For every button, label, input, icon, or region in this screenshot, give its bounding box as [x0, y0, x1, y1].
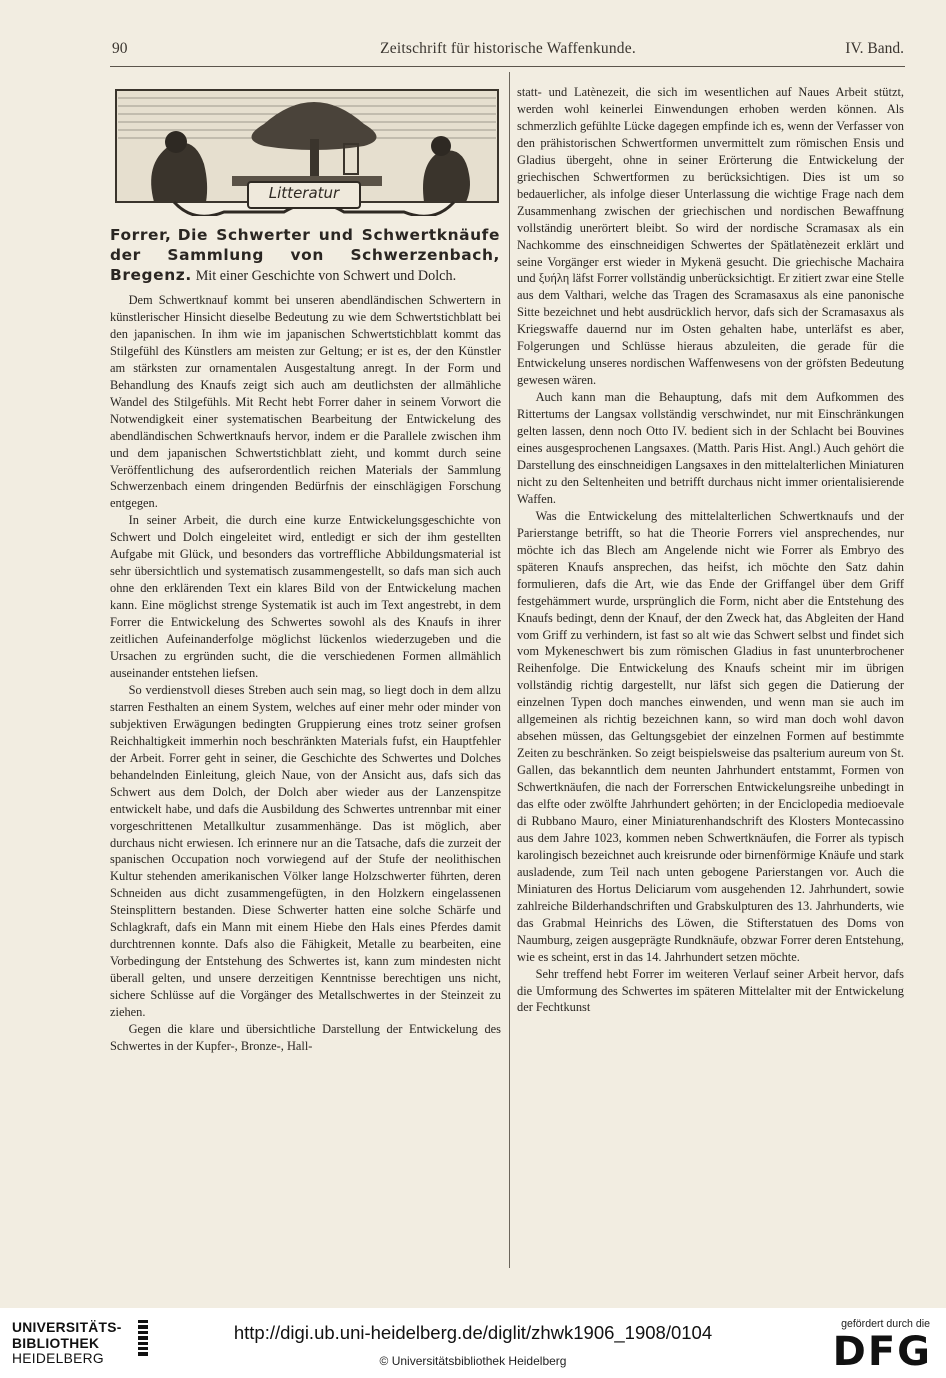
review-author: Forrer,	[110, 226, 172, 244]
paragraph: Was die Entwickelung des mittelalterlichen Schwertknaufs und der Parierstange betrifft, so hat die Theorie Forrers viel ansprechendes, nur möchte ich das Blech am Angelende nicht wie Forrer als Embryo des späteren Knaufs ansprechen, das heifst, ich möchte den Satz dahin formulieren, dafs die Art, wie das Ende der Griffangel über dem Griff festgehämmert wurde, ursprünglich die Form, nicht aber die Entstehung des Knaufs bedingt, denn der Knauf, der den Zweck hat, das Abgleiten der Hand vom Griff zu verhindern, ist fast so alt wie das Schwert selbst und findet sich vom Mykeneschwert bis zum römischen Gladius in fast ununterbrochener Reihenfolge. Die Entwickelung des Knaufs scheint mir im übrigen vollständig richtig dargestellt, nur läfst sich gegen die Datierung der einzelnen Typen doch manches einwenden, und wenn man sie auch im allgemeinen als richtig bezeichnen kann, so wird man doch wohl davon absehen müssen, das Geltungsgebiet der einzelnen Formen auf bestimmte Zeiten zu beschränken. So zeigt beispielsweise das psalterium aureum von St. Gallen, das bekanntlich dem neunten Jahrhundert entstammt, Formen von Schwertknäufen, die nach der Forrerschen Entwickelungsreihe unbedingt in das elfte oder zwölfte Jahrhundert gehörten; in der Enciclopedia medioevale di Rubbano Mauro, einer Miniaturenhandschrift des Klosters Montecassino aus dem Jahre 1023, kommen neben Schwertknäufen, die Forrer als typisch karolingisch bezeichnet auch kreisrunde oder birnenförmige Knäufe und stark ausladende, zum Teil nach unten gebogene Parierstangen vor. Auch die Miniaturen des Hortus Deliciarum vom ausgehenden 12. Jahrhundert, sowie zahlreiche Bilderhandschriften und Grabskulpturen des 13. Jahrhunderts, wie das Grabmal Heinrichs des Löwen, die Stifterstatuen des Doms von Naumburg, zeigen ausgeprägte Rundknäufe, obzwar Forrer deren Entstehung, wie es scheint, erst in das 14. Jahrhundert setzen möchte.	[517, 508, 904, 964]
funding-note: gefördert durch die	[841, 1318, 930, 1330]
copyright-notice: © Universitätsbibliothek Heidelberg	[379, 1354, 567, 1368]
paragraph: Gegen die klare und übersichtliche Darstellung der Entwickelung des Schwertes in der Kupfer-, Bronze-, Hall-	[110, 1021, 501, 1053]
header-rule	[110, 66, 905, 67]
paragraph: statt- und Latènezeit, die sich im wesentlichen auf Naues Arbeit stützt, werden wohl keinerlei Einwendungen erhoben werden können. Als schmerzlich gefühlte Lücke dagegen empfinde ich es, wenn der Verfasser von den prähistorischen Schwertformen unvermittelt zum römischen Ensis und Gladius übergeht, ohne in seiner Erörterung die Entwickelung der griechischen Schwertformen zu berücksichtigen. Dies ist um so bedauerlicher, als infolge dieser Unterlassung die wichtige Frage nach dem Zusammenhang zwischen der griechischen und nordischen Bewaffnung vollständig unerörtert bleibt. So wird der nordische Scramasax als ein Nachkomme des einschneidigen Schwertes der Spätlatènezeit erklärt und seine Vorgänger erst wieder in Mykenä gesucht. Die griechische Machaira und ξυήλη läfst Forrer vollständig unberücksichtigt. Er zitiert zwar eine Stelle aus dem Valthari, welche das Tragen des Scramasaxus als eine panonische Sitte bezeichnet und hebt ausdrücklich hervor, dafs sich der Scramasaxus als Kriegswaffe dauernd nur im Osten gehalten habe, unterläfst es aber, Folgerungen und Schlüsse hieraus abzuleiten, die gerade für die Entwickelung unseres nordischen Waffenwesens von der gröfsten Bedeutung gewesen wären.	[517, 85, 904, 388]
paragraph: So verdienstvoll dieses Streben auch sein mag, so liegt doch in dem allzu starren Festhalten an einem System, welches auf einer mehr oder minder von subjektiven Erwägungen bedingten Gruppierung eines trotz seiner grofsen Reichhaltigkeit immerhin noch beschränkten Materials fufst, ein Hauptfehler der Arbeit. Forrer geht in seiner, die Geschichte des Schwertes und Dolches behandelnden Einleitung, gleich Naue, von der Ansicht aus, dafs sich das Schwert aus dem Dolch, der Dolch aber wieder aus der Lanzenspitze entwickelt habe, und dafs die Ausbildung des Schwertes untrennbar mit einer vorgeschrittenen Metallkultur zusammenhänge. Das ist möglich, aber durchaus nicht erwiesen. Ich erinnere nur an die Tatsache, dafs die zurzeit der spanischen Occupation noch vorwiegend auf der Stufe der neolithischen Kultur stehenden amerikanischen Völker lange Holzschwerter führten, deren Schneiden aus dicht zusammengefügten, in den Holzkern eingelassenen Steinsplittern bestanden. Diese Schwerter hatten eine solche Schärfe und Schlagkraft, dafs ein Mann mit einem Hiebe den Hals eines Pferdes damit durchtrennen konnte. Dafs also die Fähigkeit, Metalle zu bearbeiten, eine Vorbedingung der Entstehung des Schwertes ist, kann zum mindesten nicht überall gelten, und unsere derzeitigen Kenntnisse berechtigen uns nicht, sichere Schlüsse auf die Vorgänger des Metallschwertes in der Steinzeit zu ziehen.	[110, 682, 501, 1020]
running-head	[112, 40, 904, 62]
library-line: BIBLIOTHEK	[12, 1335, 100, 1351]
right-column	[517, 84, 904, 1016]
vignette-label: Litteratur	[268, 184, 340, 202]
paragraph: Sehr treffend hebt Forrer im weiteren Verlauf seiner Arbeit hervor, dafs die Umformung des Schwertes im späteren Mittelalter mit der Entwickelung der Fechtkunst	[517, 966, 904, 1015]
paragraph: Dem Schwertknauf kommt bei unseren abendländischen Schwertern in künstlerischer Hinsicht dieselbe Bedeutung zu wie dem Schwertstichblatt bei den japanischen. In ihm wie im japanischen Schwertstichblatt kommt das Stilgefühl des Künstlers am meisten zur Geltung; er ist es, der den Künstler am stärksten zur ornamentalen Ausgestaltung anregt. In der Form und Behandlung des Knaufs zeigt sich auch am deutlichsten der allmähliche Wandel des Stilgefühls. Mit Recht hebt Forrer daher in seinem Vorwort die Notwendigkeit einer systematischen Bearbeitung der Entwickelung des abendländischen Schwertknaufs hervor, indem er die Parallele zwischen ihm und dem japanischen Schwertstichblatt zieht, und kommt durch seine Veröffentlichung des aufserordentlich reichen Materials der Sammlung Schwerzenbach einem dringenden Bedürfnis der einschlägigen Forschung entgegen.	[110, 293, 501, 511]
digitization-footer	[0, 1308, 946, 1378]
page-number: 90	[112, 40, 128, 57]
library-line: HEIDELBERG	[12, 1351, 104, 1366]
review-subtitle: Mit einer Geschichte von Schwert und Dolch.	[195, 267, 457, 284]
column-divider	[509, 72, 510, 1268]
paragraph: Auch kann man die Behauptung, dafs mit dem Aufkommen des Rittertums der Langsax vollständig verschwindet, nur mit Einschränkungen gelten lassen, denn noch Otto IV. bedient sich in der Schlacht bei Bouvines eines ausgesprochenen Langsaxes. (Matth. Paris Hist. Angl.) Auch gehört die Darstellung des einschneidigen Langsaxes in den mittelalterlichen Miniaturen nicht zu den Seltenheiten und betrifft durchaus nicht immer orientalisierende Waffen.	[517, 390, 904, 506]
dfg-logo: DFG	[832, 1329, 932, 1375]
library-line: UNIVERSITÄTS-	[12, 1320, 122, 1335]
left-column	[110, 292, 501, 1055]
paragraph: In seiner Arbeit, die durch eine kurze Entwickelungsgeschichte von Schwert und Dolch eingeleitet wird, entledigt er sich der ihm gestellten Aufgabe mit Glück, und besonders das vortreffliche Abbildungsmaterial ist sehr übersichtlich und systematisch zusammengestellt, so dafs man sich auch ohne den erklärenden Text ein klares Bild von der Entwickelung machen kann. Eine möglichst strenge Systematik ist auch im Text angestrebt, in dem Forrer die Entwickelung des Schwertes sowohl als des Knaufs in ihrer zeitlichen Aufeinanderfolge möglichst lückenlos wiederzugeben und die Ursachen zu ergründen sucht, die die verschiedenen Formen allmählich auseinander entstehen liefsen.	[110, 513, 501, 680]
permalink-url[interactable]: http://digi.ub.uni-heidelberg.de/diglit/zhwk1906_1908/0104	[233, 1322, 713, 1343]
volume-label: IV. Band.	[845, 40, 904, 57]
literature-vignette	[114, 84, 500, 216]
review-heading	[110, 226, 500, 286]
journal-title: Zeitschrift für historische Waffenkunde.	[380, 40, 636, 57]
review-title: Die Schwerter und Schwertknäufe der Sammlung von Schwerzenbach, Bregenz.	[110, 226, 501, 284]
